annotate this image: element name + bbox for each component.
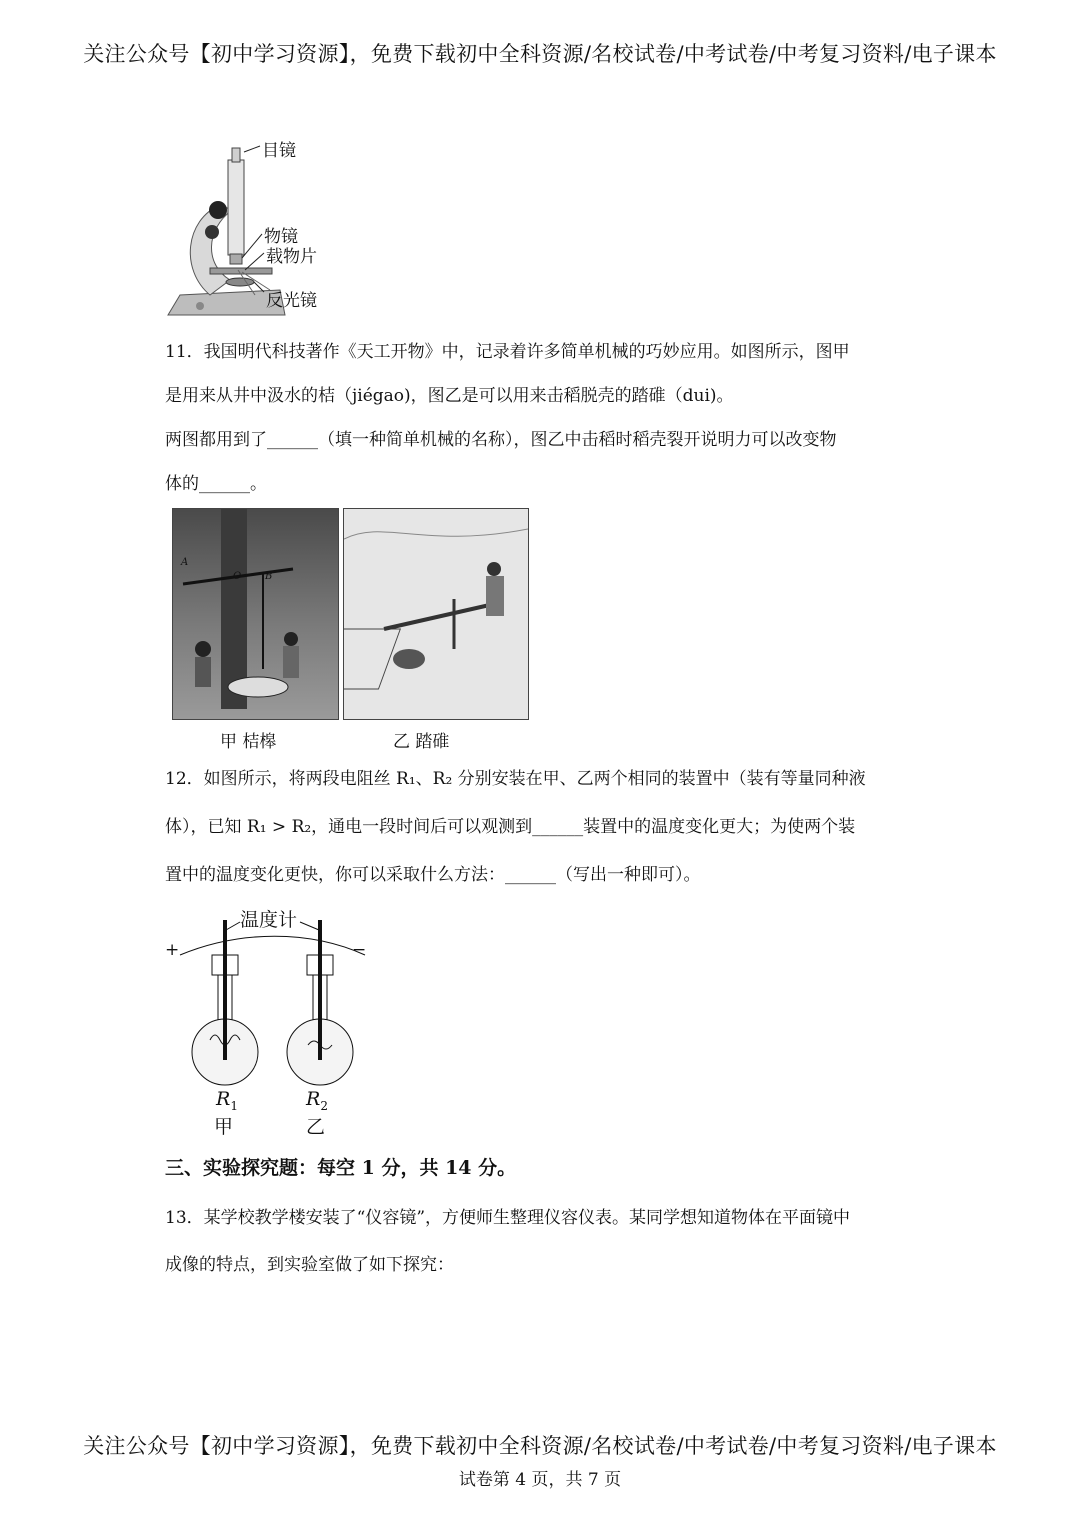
svg-text:B: B (265, 571, 273, 582)
r1-subscript: 1 (230, 1098, 238, 1113)
question-13 (165, 1195, 925, 1289)
bottom-banner: 关注公众号【初中学习资源】，免费下载初中全科资源/名校试卷/中考试卷/中考复习资料/电子课本 (83, 1434, 997, 1458)
q12-line-2: 体），已知 R₁ > R₂，通电一段时间后可以观测到______装置中的温度变化更大；为使两个装 (165, 817, 856, 837)
thermometer-label: 温度计 (240, 909, 298, 931)
caption-well-sweep: 甲 桔槔 (220, 732, 277, 752)
positive-terminal: + (165, 940, 180, 960)
q11-line-3: 两图都用到了______（填一种简单机械的名称），图乙中击稻时稻壳裂开说明力可以改变物 (165, 430, 837, 450)
apparatus-right-label: 乙 (306, 1116, 326, 1138)
q13-line-1: 13．某学校教学楼安装了“仪容镜”，方便师生整理仪容仪表。某同学想知道物体在平面镜中 (165, 1208, 851, 1228)
objective-label: 物镜 (264, 227, 298, 247)
mirror-label: 反光镜 (266, 291, 317, 311)
caption-trip-hammer: 乙 踏碓 (393, 732, 450, 752)
section-heading: 三、实验探究题：每空 1 分，共 14 分。 (165, 1157, 517, 1179)
q11-line-1: 11．我国明代科技著作《天工开物》中，记录着许多简单机械的巧妙应用。如图所示，图甲 (165, 342, 850, 362)
microscope-figure (160, 130, 360, 322)
r2-letter: R (306, 1088, 321, 1110)
q11-line-2: 是用来从井中汲水的桔（jiégao)，图乙是可以用来击稻脱壳的踏碓（dui)。 (165, 386, 734, 406)
r2-subscript: 2 (320, 1098, 328, 1113)
q12-line-3: 置中的温度变化更快，你可以采取什么方法：______（写出一种即可）。 (165, 865, 701, 885)
top-banner: 关注公众号【初中学习资源】，免费下载初中全科资源/名校试卷/中考试卷/中考复习资料/电子课本 (83, 42, 997, 66)
question-12 (165, 755, 925, 899)
negative-terminal: − (352, 940, 367, 960)
q12-line-1: 12．如图所示，将两段电阻丝 R₁、R₂ 分别安装在甲、乙两个相同的装置中（装有等量同种液 (165, 769, 866, 789)
svg-text:A: A (181, 557, 189, 568)
question-11 (165, 330, 925, 506)
slide-label: 载物片 (266, 247, 317, 267)
resistor-r2-label (306, 1088, 328, 1113)
svg-text:O: O (233, 571, 242, 582)
eyepiece-label: 目镜 (262, 141, 296, 161)
trip-hammer-illustration (343, 508, 529, 720)
q11-line-4: 体的______。 (165, 474, 267, 494)
well-sweep-illustration (172, 508, 339, 720)
apparatus-left-label: 甲 (214, 1116, 234, 1138)
r1-letter: R (216, 1088, 231, 1110)
q13-line-2: 成像的特点，到实验室做了如下探究： (165, 1255, 454, 1275)
resistor-r1-label (216, 1088, 238, 1113)
page-number: 试卷第 4 页，共 7 页 (458, 1470, 622, 1490)
